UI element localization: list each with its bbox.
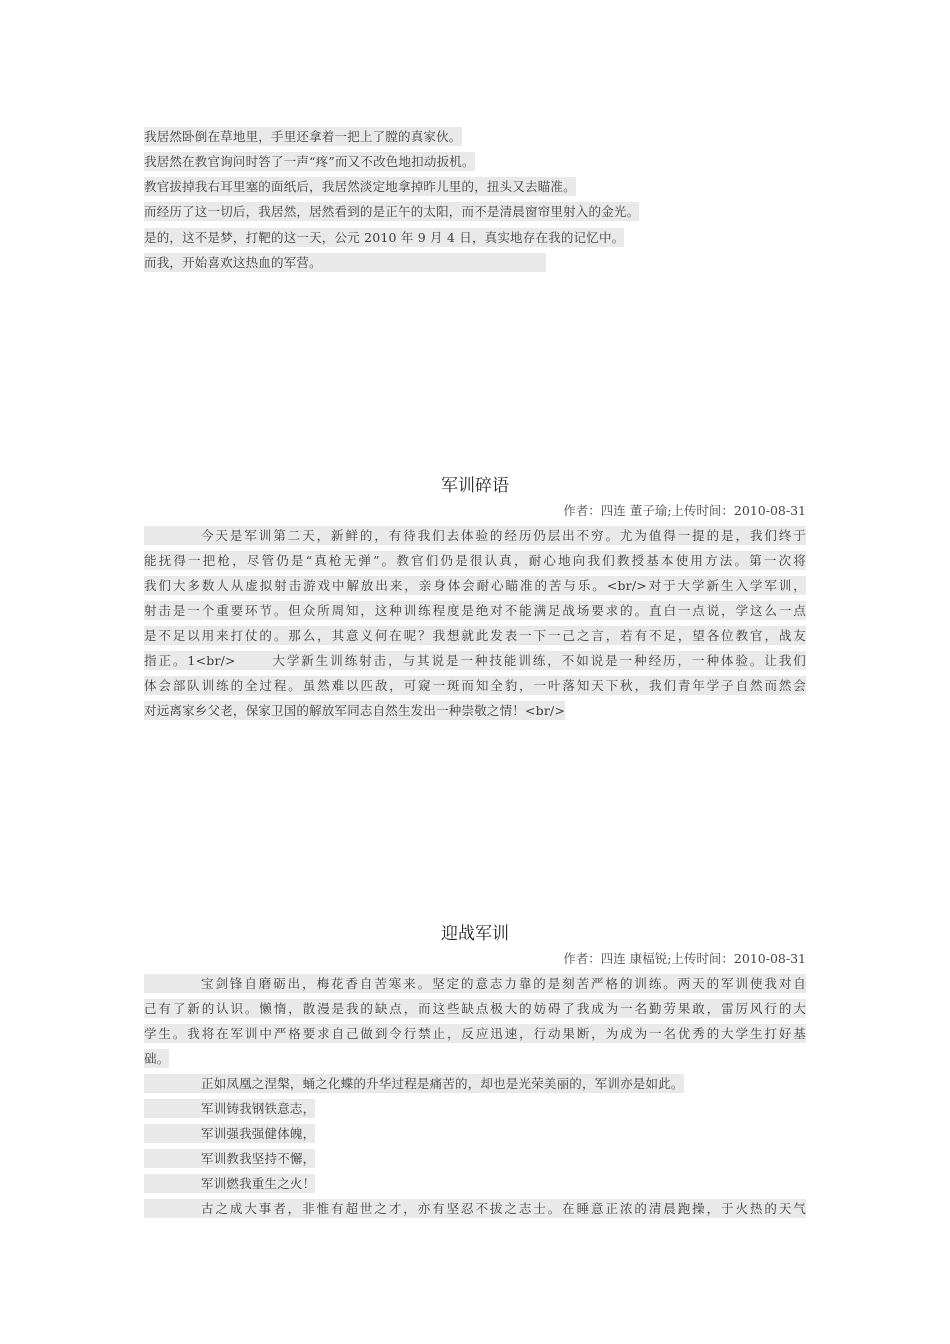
article2-line-2: 己有了新的认识。懒惰，散漫是我的缺点，而这些缺点极大的妨碍了我成为一名勤劳果敢，雷厉风行的大 [144, 1001, 806, 1016]
section1-line-1: 我居然卧倒在草地里，手里还拿着一把上了膛的真家伙。 [144, 129, 462, 144]
section1-line-4: 而经历了这一切后，我居然，居然看到的是正午的太阳，而不是清晨窗帘里射入的金光。 [144, 204, 640, 219]
article2-line-3: 学生。我将在军训中严格要求自己做到令行禁止，反应迅速，行动果断，为成为一名优秀的大学生打好基 [144, 1026, 806, 1041]
article2-title: 迎战军训 [441, 924, 509, 944]
article1-line-6: 指正。1<br/> 大学新生训练射击，与其说是一种技能训练，不如说是一种经历，一种体验。让我们 [144, 653, 806, 668]
section1-line-3: 教官拔掉我右耳里塞的面纸后，我居然淡定地拿掉昨儿里的，扭头又去瞄准。 [144, 179, 576, 194]
article1-line-8: 对远离家乡父老，保家卫国的解放军同志自然生发出一种崇敬之情！<br/> [144, 703, 566, 718]
article1-line-1: 今天是军训第二天，新鲜的，有待我们去体验的经历仍层出不穷。尤为值得一提的是，我们终于 [144, 526, 806, 545]
article1-line-3: 我们大多数人从虚拟射击游戏中解放出来，亲身体会耐心瞄准的苦与乐。<br/>对于大学新生入学军训， [144, 578, 806, 593]
article2-meta: 作者：四连 康楅锐;上传时间：2010-08-31 [563, 951, 806, 966]
article2-line-1: 宝剑锋自磨砺出，梅花香自苦寒来。坚定的意志力靠的是刻苦严格的训练。两天的军训使我对自 [144, 974, 806, 993]
section1-line-6: 而我，开始喜欢这热血的军营。 [144, 253, 546, 272]
article2-line-9: 军训燃我重生之火！ [144, 1174, 315, 1193]
section1-line-2: 我居然在教官询问时答了一声“疼”而又不改色地扣动扳机。 [144, 154, 475, 169]
article1-line-5: 是不足以用来打仗的。那么，其意义何在呢？我想就此发表一下一己之言，若有不足，望各位教官，战友 [144, 628, 806, 643]
article2-line-7: 军训强我强健体魄， [144, 1124, 315, 1143]
article1-line-7: 体会部队训练的全过程。虽然难以匹敌，可窥一斑而知全豹，一叶落知天下秋，我们青年学子自然而然会 [144, 678, 806, 693]
article2-line-4: 础。 [144, 1051, 170, 1066]
article2-line-10: 古之成大事者，非惟有超世之才，亦有坚忍不拔之志士。在睡意正浓的清晨跑操，于火热的天气 [144, 1199, 806, 1218]
article1-title: 军训碎语 [441, 476, 509, 496]
article1-line-4: 射击是一个重要环节。但众所周知，这种训练程度是绝对不能满足战场要求的。直白一点说，学这么一点 [144, 603, 806, 618]
article2-line-6: 军训铸我钢铁意志， [144, 1099, 315, 1118]
section1-line-5: 是的，这不是梦，打靶的这一天，公元 2010 年 9 月 4 日，真实地存在我的记忆中。 [144, 230, 625, 245]
article1-line-2: 能抚得一把枪，尽管仍是“真枪无弹”。教官们仍是很认真，耐心地向我们教授基本使用方法。第一次将 [144, 553, 806, 568]
article2-line-8: 军训教我坚持不懈， [144, 1149, 315, 1168]
article2-line-5: 正如凤凰之涅槃，蛹之化蝶的升华过程是痛苦的，却也是光荣美丽的，军训亦是如此。 [144, 1074, 684, 1093]
article1-meta: 作者：四连 董子瑜;上传时间：2010-08-31 [563, 503, 806, 518]
